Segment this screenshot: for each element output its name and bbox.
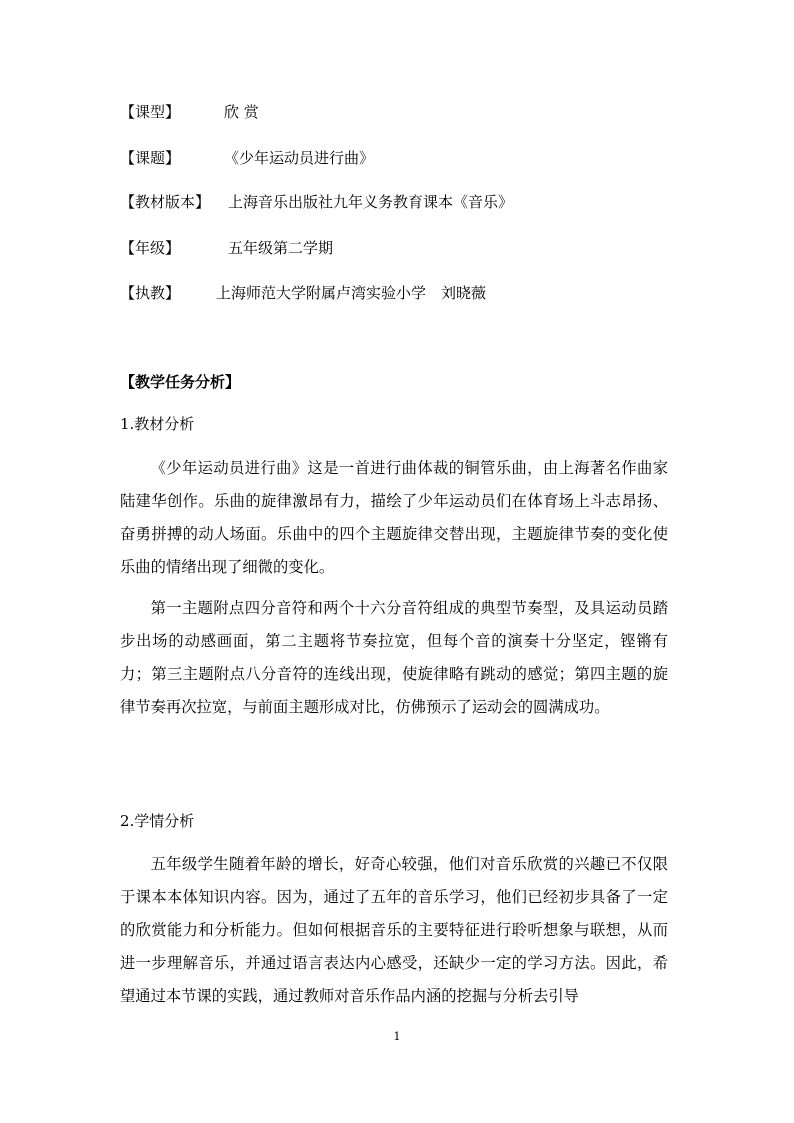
subsection-title-students: 2.学情分析: [120, 812, 195, 830]
meta-label: 【课题】: [120, 149, 181, 167]
meta-value: 《少年运动员进行曲》: [224, 149, 375, 167]
meta-value: 上海师范大学附属卢湾实验小学 刘晓薇: [216, 284, 487, 302]
meta-label: 【年级】: [120, 239, 181, 257]
meta-label: 【教材版本】: [120, 193, 211, 211]
meta-label: 【课型】: [120, 103, 181, 121]
section-title-analysis: 【教学任务分析】: [120, 373, 241, 391]
subsection-title-material: 1.教材分析: [120, 415, 195, 433]
paragraph-students-1: 五年级学生随着年龄的增长，好奇心较强，他们对音乐欣赏的兴趣已不仅限于课本本体知识内容。因为，通过了五年的音乐学习，他们已经初步具备了一定的欣赏能力和分析能力。但如何根据音乐的主要特征进行聆听想象与联想，从而进一步理解音乐，并通过语言表达内心感受，还缺少一定的学习方法。因此，希望通过本节课的实践，通过教师对音乐作品内涵的挖掘与分析去引导: [120, 855, 668, 1005]
paragraph-material-2: 第一主题附点四分音符和两个十六分音符组成的典型节奏型，及具运动员踏步出场的动感画面，第二主题将节奏拉宽，但每个音的演奏十分坚定，铿锵有力；第三主题附点八分音符的连线出现，使旋律略有跳动的感觉；第四主题的旋律节奏再次拉宽，与前面主题形成对比，仿佛预示了运动会的圆满成功。: [120, 599, 668, 716]
meta-value: 上海音乐出版社九年义务教育课本《音乐》: [228, 193, 514, 211]
meta-label: 【执教】: [120, 284, 181, 302]
meta-value: 欣 赏: [224, 103, 259, 121]
paragraph-material-1: 《少年运动员进行曲》这是一首进行曲体裁的铜管乐曲，由上海著名作曲家陆建华创作。乐曲的旋律激昂有力，描绘了少年运动员们在体育场上斗志昂扬、奋勇拼搏的动人场面。乐曲中的四个主题旋律交替出现，主题旋律节奏的变化使乐曲的情绪出现了细微的变化。: [120, 459, 668, 576]
meta-value: 五年级第二学期: [228, 239, 334, 257]
page-number: 1: [393, 1030, 401, 1043]
